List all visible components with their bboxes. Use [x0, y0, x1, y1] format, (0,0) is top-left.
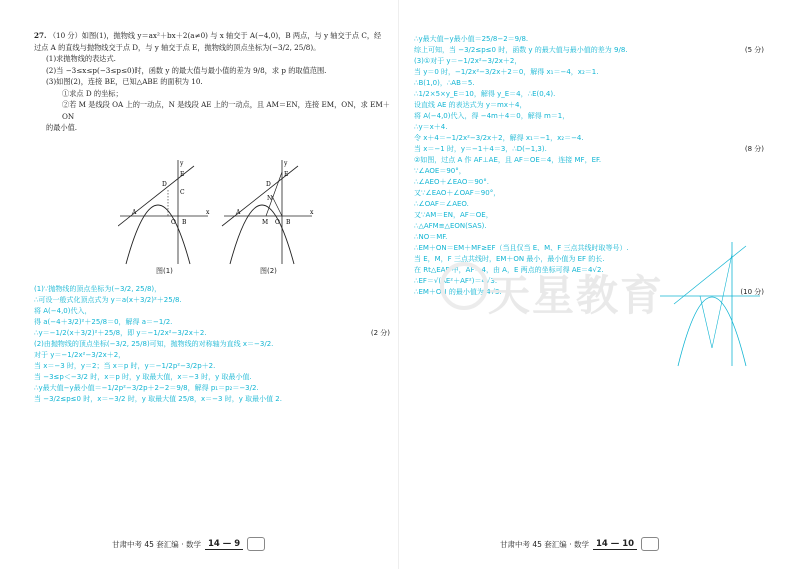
- answer-line: ∴∠OAF＝∠AEO.: [414, 200, 469, 208]
- answer-line: 设直线 AE 的表达式为 y＝mx＋4，: [414, 101, 527, 109]
- answer-line: 令 x＋4＝−1/2x²−3/2x＋2，解得 x₁＝−1，x₂＝−4.: [414, 134, 584, 142]
- answer-line: ∴B(1,0)，∴AB＝5.: [414, 79, 475, 87]
- fig2-label-M: M: [262, 219, 269, 226]
- answer-line: 综上可知，当 −3/2≤p≤0 时，函数 y 的最大值与最小值的差为 9/8.: [414, 46, 628, 54]
- fig1-label-B: B: [182, 219, 187, 226]
- figure-1: [118, 156, 318, 266]
- solution-sketch: [660, 238, 760, 368]
- fig1-label-D: D: [162, 181, 167, 188]
- answer-line: 得 a(−4＋3/2)²＋25/8＝0，解得 a＝−1/2.: [34, 318, 173, 326]
- answer-line: 对于 y＝−1/2x²−3/2x＋2，: [34, 351, 126, 359]
- answer-line: ∴EF＝√(AE²＋AF²)＝4√3.: [414, 277, 498, 285]
- question-line: ①求点 D 的坐标；: [62, 88, 123, 98]
- fig1-label-x: x: [206, 209, 210, 216]
- question-block: [34, 30, 390, 134]
- answer-line: ∴y最大值−y最小值＝−1/2p²−3/2p＋2−2＝9/8，解得 p₁＝p₂＝−3/2.: [34, 384, 259, 392]
- figures: [118, 156, 318, 276]
- answer-line: ∵∠AOE＝90°，: [414, 167, 466, 175]
- answer-line: 将 A(−4,0)代入，得 −4m＋4＝0，解得 m＝1，: [414, 112, 570, 120]
- question-line: (2)当 −3≤x≤p(−3≤p≤0)时，函数 y 的最大值与最小值的差为 9/8，求 p 的取值范围.: [46, 65, 327, 75]
- answer-line: ∴∠AEO＋∠EAO＝90°.: [414, 178, 489, 186]
- fig2-label-D: D: [266, 181, 271, 188]
- answer-line: 将 A(−4,0)代入，: [34, 307, 92, 315]
- answer-line: (1)∵抛物线的顶点坐标为(−3/2, 25/8)，: [34, 285, 162, 293]
- question-line: (3)如图(2)，连接 BE，已知△ABE 的面积为 10.: [46, 77, 203, 86]
- score-badge: (8 分): [744, 145, 764, 153]
- score-badge: (5 分): [744, 46, 764, 54]
- answer-line: ∴EM＋ON＝EM＋MF≥EF（当且仅当 E、M、F 三点共线时取等号）.: [414, 244, 629, 252]
- answer-line: ∴EM＋ON 的最小值为 4√3.: [414, 288, 502, 296]
- answer-line: ②如图，过点 A 作 AF⊥AE，且 AF＝OE＝4，连接 MF，EF.: [414, 156, 602, 164]
- answer-line: 又∵AM＝EN，AF＝OE，: [414, 211, 493, 219]
- answer-line: 当 y＝0 时，−1/2x²−3/2x＋2＝0，解得 x₁＝−4，x₂＝1.: [414, 68, 599, 76]
- page-number: 14 — 9: [205, 539, 243, 550]
- answer-line: 当 x＝−1 时，y＝−1＋4＝3，∴D(−1,3).: [414, 145, 547, 153]
- publisher-logo-icon: [247, 537, 265, 551]
- fig2-caption: 图(2): [260, 267, 277, 275]
- answer-line: ∴y最大值−y最小值＝25/8−2＝9/8.: [414, 35, 529, 43]
- answer-line: 当 E，M，F 三点共线时，EM＋ON 最小，最小值为 EF 的长.: [414, 255, 605, 263]
- fig2-label-N: N: [267, 195, 273, 202]
- answer-line: ∴△AFM≌△EON(SAS).: [414, 222, 487, 230]
- question-line: （10 分）如图(1)，抛物线 y＝ax²＋bx＋2(a≠0) 与 x 轴交于 A(−4,0)，B 两点，与 y 轴交于点 C，经: [48, 31, 382, 40]
- question-number: 27.: [34, 31, 47, 40]
- answer-line: ∴y＝x＋4.: [414, 123, 448, 131]
- watermark-logo-icon: [440, 262, 488, 310]
- fig2-label-x: x: [310, 209, 314, 216]
- fig1-label-A: A: [132, 209, 137, 216]
- answer-line: 当 x＝−3 时，y＝2；当 x＝p 时，y＝−1/2p²−3/2p＋2.: [34, 362, 216, 370]
- fig1-label-E: E: [180, 171, 185, 178]
- fig2-label-O: O: [275, 219, 280, 226]
- question-line: ②若 M 是线段 OA 上的一动点，N 是线段 AE 上的一动点，且 AM＝EN，连接 EM，ON，求 EM＋ON: [62, 100, 390, 121]
- page-gutter: [398, 0, 399, 569]
- answer-line: 在 Rt△EAF 中，AF＝4，由 A，E 两点的坐标可得 AE＝4√2.: [414, 266, 604, 274]
- fig2-label-y: y: [284, 160, 288, 167]
- watermark: 天星教育: [488, 271, 665, 320]
- fig1-label-y: y: [180, 160, 184, 167]
- footer-left: [112, 537, 265, 551]
- answer-line: ∴y＝−1/2(x＋3/2)²＋25/8，即 y＝−1/2x²−3/2x＋2.: [34, 329, 207, 337]
- fig1-caption: 图(1): [156, 267, 173, 275]
- answer-line: ∴NO＝MF.: [414, 233, 448, 241]
- answer-line: (3)①对于 y＝−1/2x²−3/2x＋2，: [414, 57, 522, 65]
- score-badge: (2 分): [370, 329, 390, 337]
- answer-line: 当 −3≤p＜−3/2 时，x＝p 时，y 取最大值，x＝−3 时，y 取最小值.: [34, 373, 252, 381]
- page-number: 14 — 10: [593, 539, 637, 550]
- footer-right: [500, 537, 659, 551]
- answer-line: ∴1/2×5×y_E＝10，解得 y_E＝4，∴E(0,4).: [414, 90, 556, 98]
- answer-line: ∴可设一般式化顶点式为 y＝a(x＋3/2)²＋25/8.: [34, 296, 182, 304]
- answer-line: (2)由抛物线的顶点坐标(−3/2, 25/8)可知，抛物线的对称轴为直线 x＝−3/2.: [34, 340, 274, 348]
- left-answer: [34, 284, 390, 405]
- fig2-label-E: E: [284, 171, 289, 178]
- fig2-label-A: A: [236, 209, 241, 216]
- fig1-label-C: C: [180, 189, 185, 196]
- footer-title: 甘肃中考 45 套汇编 · 数学: [112, 539, 201, 549]
- question-line: 过点 A 的直线与抛物线交于点 D，与 y 轴交于点 E，抛物线的顶点坐标为(−3/2, 25/8)。: [34, 42, 321, 52]
- answer-line: 又∵∠EAO＋∠OAF＝90°，: [414, 189, 501, 197]
- answer-line: 当 −3/2≤p≤0 时，x＝−3/2 时，y 取最大值 25/8，x＝−3 时，y 取最小值 2.: [34, 395, 282, 403]
- footer-title: 甘肃中考 45 套汇编 · 数学: [500, 539, 589, 549]
- question-line: (1)求抛物线的表达式.: [46, 54, 116, 63]
- fig2-label-B: B: [286, 219, 291, 226]
- score-badge: (10 分): [740, 288, 764, 296]
- question-line: 的最小值.: [46, 123, 78, 132]
- publisher-logo-icon: [641, 537, 659, 551]
- fig1-label-O: O: [171, 219, 176, 226]
